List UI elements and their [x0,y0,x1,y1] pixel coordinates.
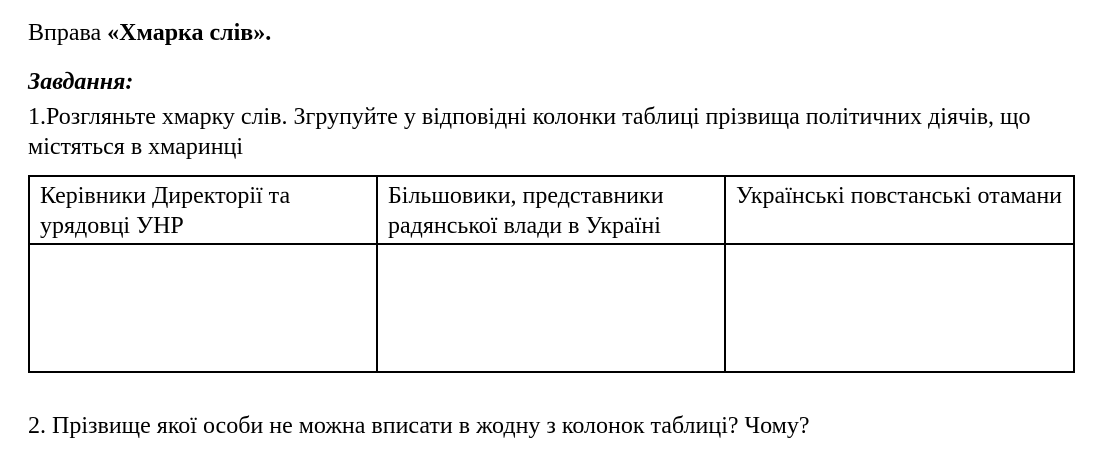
grouping-table [28,175,1075,373]
task-heading: Завдання: [28,69,134,95]
table-header-row [29,176,1074,244]
header-cell-bolsheviks: Більшовики, представники радянської влади в Україні [377,176,725,244]
header-cell-otamans: Українські повстанські отамани [725,176,1074,244]
answer-cell-unr-leaders[interactable] [29,244,377,372]
table-row [29,244,1074,372]
exercise-name: «Хмарка слів». [107,20,272,46]
answer-cell-bolsheviks[interactable] [377,244,725,372]
task-item-2: 2. Прізвище якої особи не можна вписати в жодну з колонок таблиці? Чому? [28,413,810,439]
header-cell-unr-leaders: Керівники Директорії та урядовці УНР [29,176,377,244]
task-item-1: 1.Розгляньте хмарку слів. Згрупуйте у відповідні колонки таблиці прізвища політичних діячів, що містяться в хмаринці [28,104,1031,160]
answer-cell-otamans[interactable] [725,244,1074,372]
document-page [28,18,1078,441]
exercise-title [28,18,1078,48]
exercise-prefix: Вправа [28,20,108,46]
